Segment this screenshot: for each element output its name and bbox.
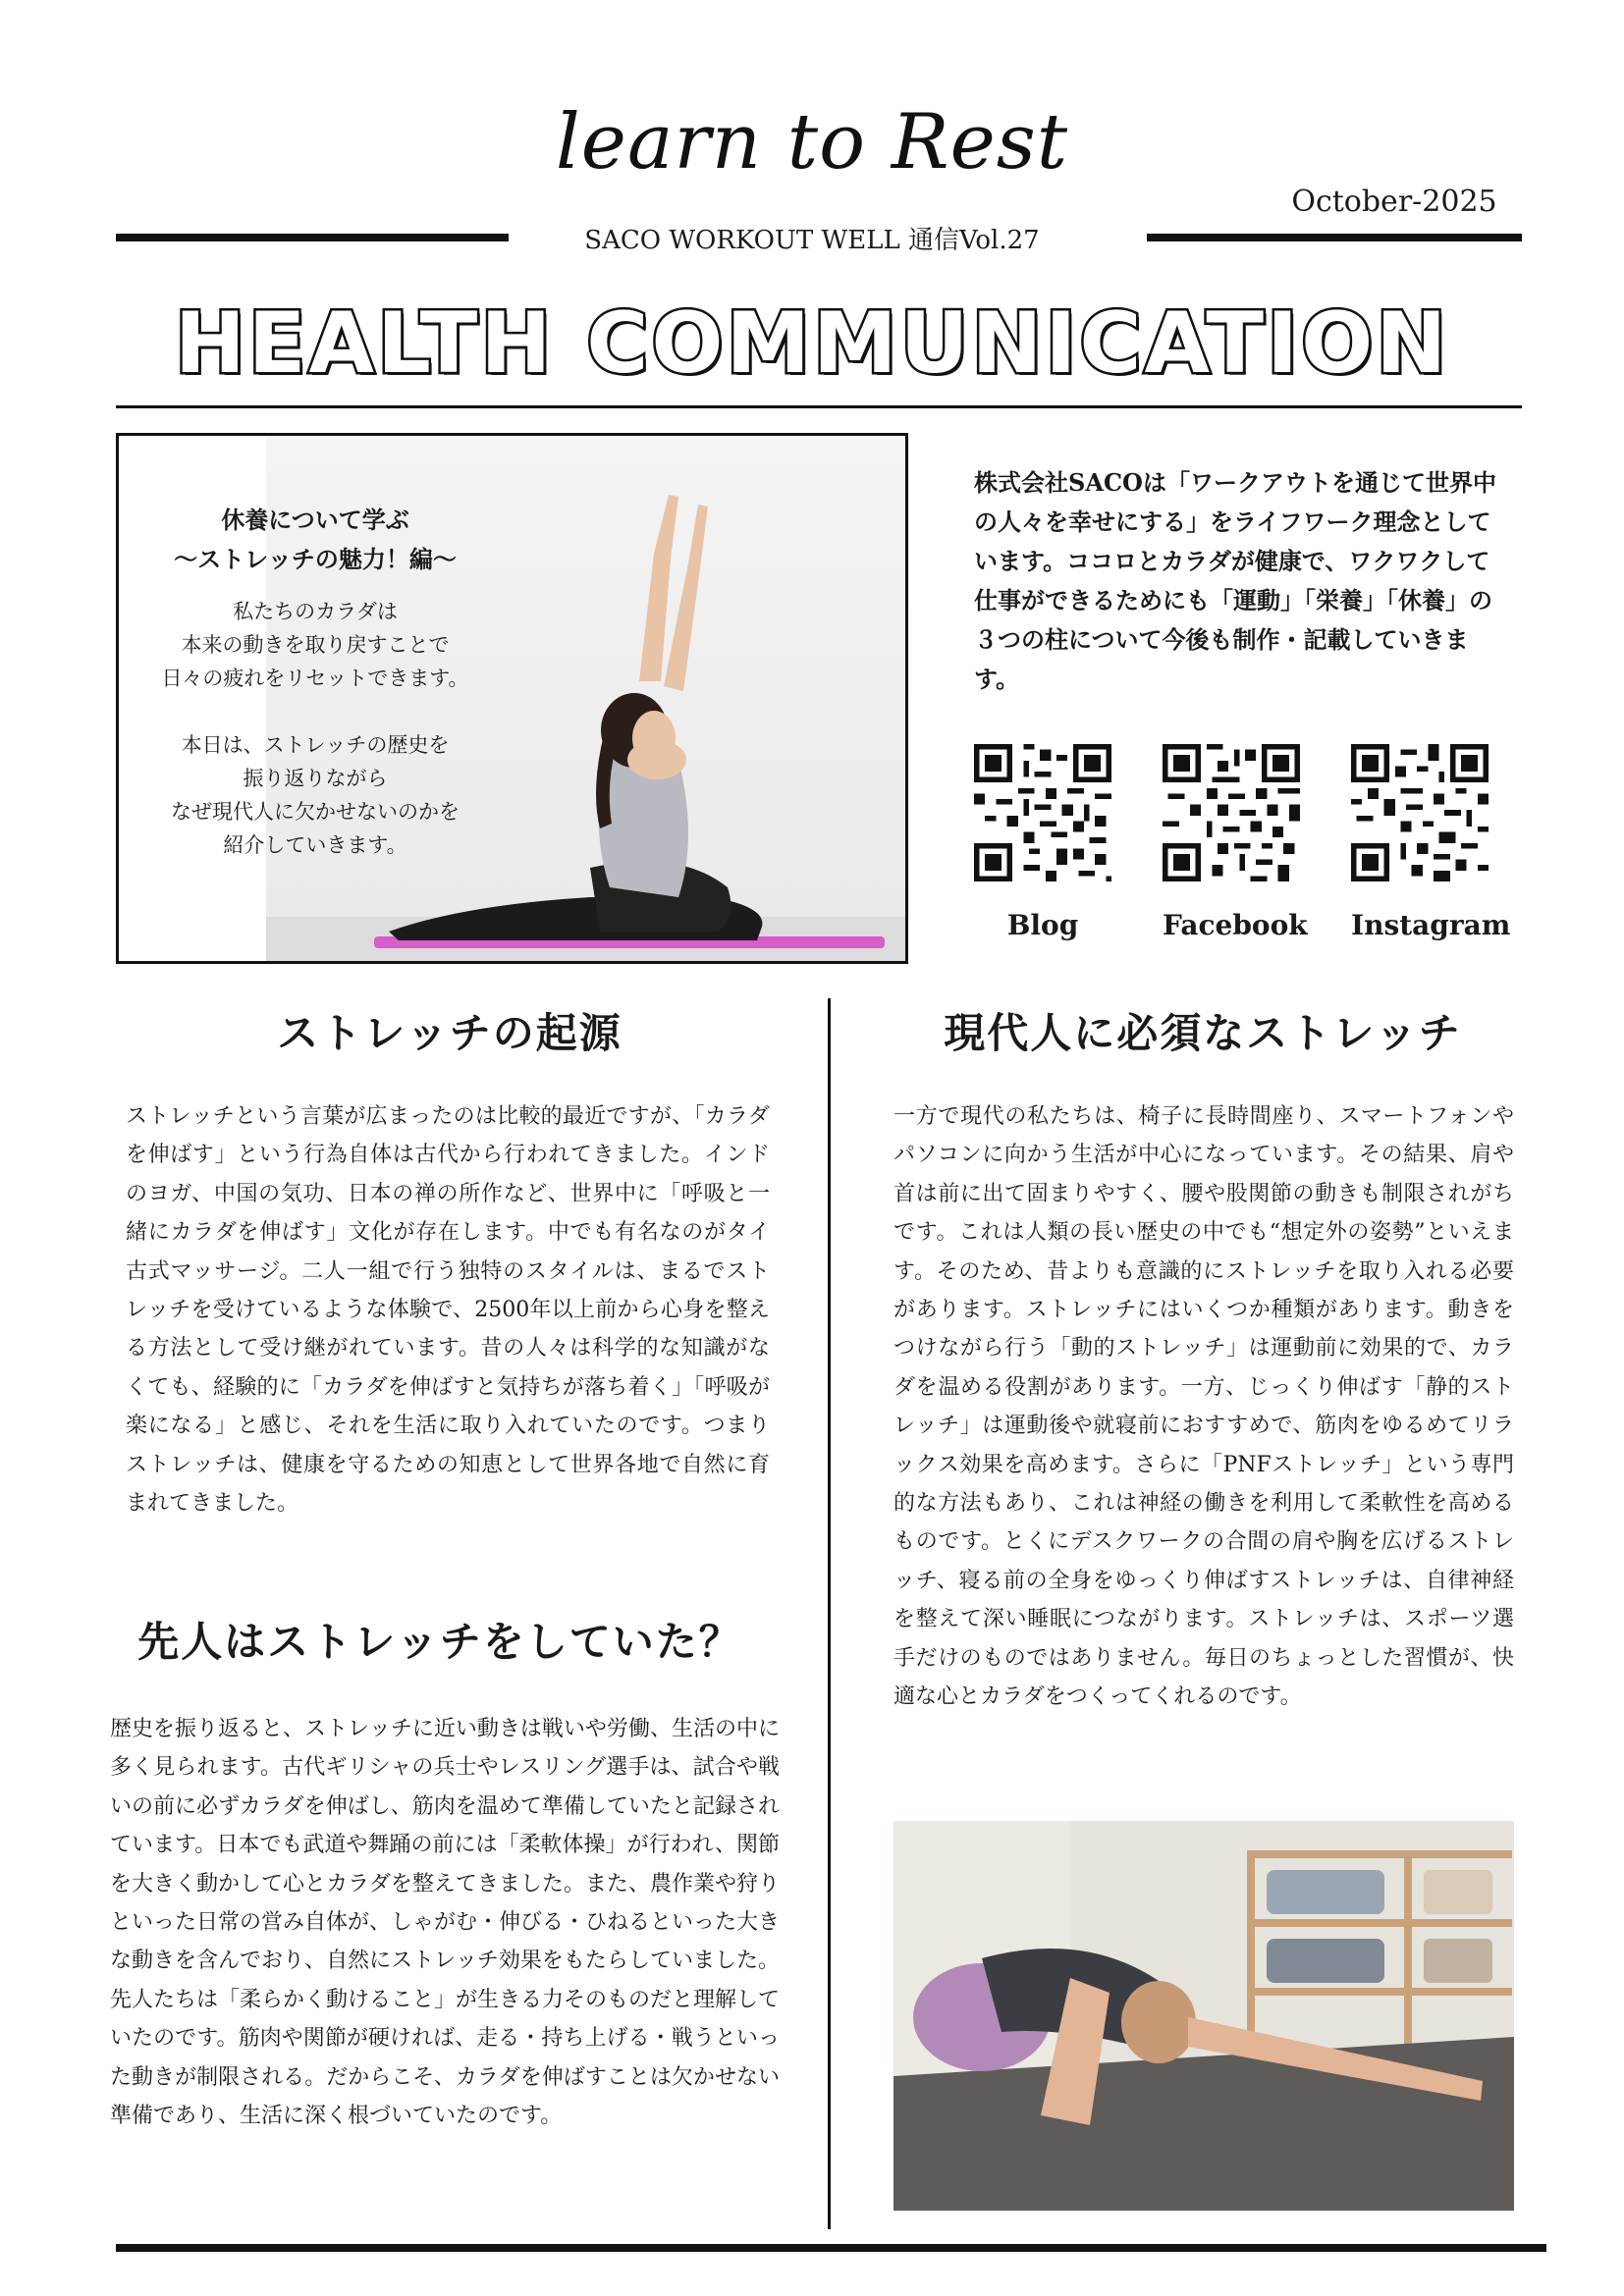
newsletter-subtitle: SACO WORKOUT WELL 通信Vol.27 [584, 226, 1040, 255]
section-body-modern: 一方で現代の私たちは、椅子に長時間座り、スマートフォンやパソコンに向かう生活が中心になっています。その結果、肩や首は前に出て固まりやすく、腰や股関節の動きも制限されがちです。これは人類の長い歴史の中でも“想定外の姿勢”といえます。そのため、昔よりも意識的にストレッチを取り入れる必要があります。ストレッチにはいくつか種類があります。動きをつけながら行う「動的ストレッチ」は運動前に効果的で、カラダを温める役割があります。一方、じっくり伸ばす「静的ストレッチ」は運動後や就寝前におすすめで、筋肉をゆるめてリラックス効果を高めます。さらに「PNFストレッチ」という専門的な方法もあり、これは神経の働きを利用して柔軟性を高めるものです。とくにデスクワークの合間の肩や胸を広げるストレッチ、寝る前の全身をゆっくり伸ばすストレッチは、自律神経を整えて深い睡眠につながります。ストレッチは、スポーツ選手だけのものではありません。毎日のちょっとした習慣が、快適な心とカラダをつくってくれるのです。 [893, 1104, 1514, 1710]
facebook-label[interactable]: Facebook [1163, 909, 1308, 941]
feature-body-line: 本来の動きを取り戻すことで [181, 633, 450, 657]
headline: HEALTH COMMUNICATION [174, 294, 1450, 393]
feature-heading-line1: 休養について学ぶ [221, 506, 409, 534]
instagram-qr-code-icon[interactable] [1351, 744, 1489, 881]
feature-text [148, 501, 482, 862]
footer-rule [116, 2244, 1546, 2252]
feature-body-spacer [148, 695, 482, 728]
column-divider [828, 998, 831, 2229]
feature-body-line: 日々の疲れをリセットできます。 [161, 667, 469, 690]
section-body-ancestors: 歴史を振り返ると、ストレッチに近い動きは戦いや労働、生活の中に多く見られます。古代ギリシャの兵士やレスリング選手は、試合や戦いの前に必ずカラダを伸ばし、筋肉を温めて準備していたと記録されています。日本でも武道や舞踊の前には「柔軟体操」が行われ、関節を大きく動かして心とカラダを整えてきました。また、農作業や狩りといった日常の営み自体が、しゃがむ・伸びる・ひねるといった大きな動きを含んでおり、自然にストレッチ効果をもたらしていました。先人たちは「柔らかく動けること」が生きる力そのものだと理解していたのです。筋肉や関節が硬ければ、走る・持ち上げる・戦うといった動きが制限される。だからこそ、カラダを伸ばすことは欠かせない準備であり、生活に深く根づいていたのです。 [110, 1717, 781, 2129]
issue-date: October-2025 [1291, 185, 1497, 219]
facebook-qr-code-icon[interactable] [1163, 744, 1300, 881]
blog-label[interactable]: Blog [1006, 909, 1079, 941]
child-pose-stretch-photo [893, 1821, 1514, 2211]
feature-body-line: 私たちのカラダは [233, 600, 398, 623]
instagram-label[interactable]: Instagram [1351, 909, 1511, 941]
feature-body [148, 595, 482, 862]
feature-body-line: 紹介していきます。 [223, 833, 407, 857]
feature-heading-line2: ～ストレッチの魅力！編～ [174, 545, 457, 573]
feature-body-line: 本日は、ストレッチの歴史を [181, 733, 450, 757]
section-heading-ancestors: 先人はストレッチをしていた？ [137, 1618, 742, 1666]
instagram-link[interactable] [1351, 744, 1511, 941]
company-intro: 株式会社SACOは「ワークアウトを通じて世界中の人々を幸せにする」をライフワーク理念としています。ココロとカラダが健康で、ワクワクして仕事ができるためにも「運動」「栄養」「休養」の３つの柱について今後も制作・記載していきます。 [974, 468, 1496, 693]
headline-rule [116, 405, 1522, 408]
feature-body-line: 振り返りながら [243, 767, 388, 790]
facebook-link[interactable] [1163, 744, 1308, 941]
masthead-script-title: learn to Rest [555, 98, 1069, 187]
section-heading-modern: 現代人に必須なストレッチ [944, 1009, 1462, 1057]
blog-link[interactable] [974, 744, 1111, 941]
section-body-origin: ストレッチという言葉が広まったのは比較的最近ですが、「カラダを伸ばす」という行為自体は古代から行われてきました。インドのヨガ、中国の気功、日本の禅の所作など、世界中に「呼吸と一緒にカラダを伸ばす」文化が存在します。中でも有名なのがタイ古式マッサージ。二人一組で行う独特のスタイルは、まるでストレッチを受けているような体験で、2500年以上前から心身を整える方法として受け継がれています。昔の人々は科学的な知識がなくても、経験的に「カラダを伸ばすと気持ちが落ち着く」「呼吸が楽になる」と感じ、それを生活に取り入れていたのです。つまりストレッチは、健康を守るための知恵として世界各地で自然に育まれてきました。 [126, 1104, 770, 1517]
feature-box [116, 433, 908, 964]
section-heading-origin: ストレッチの起源 [277, 1009, 623, 1057]
blog-qr-code-icon[interactable] [974, 744, 1111, 881]
feature-body-line: なぜ現代人に欠かせないのかを [171, 800, 460, 824]
